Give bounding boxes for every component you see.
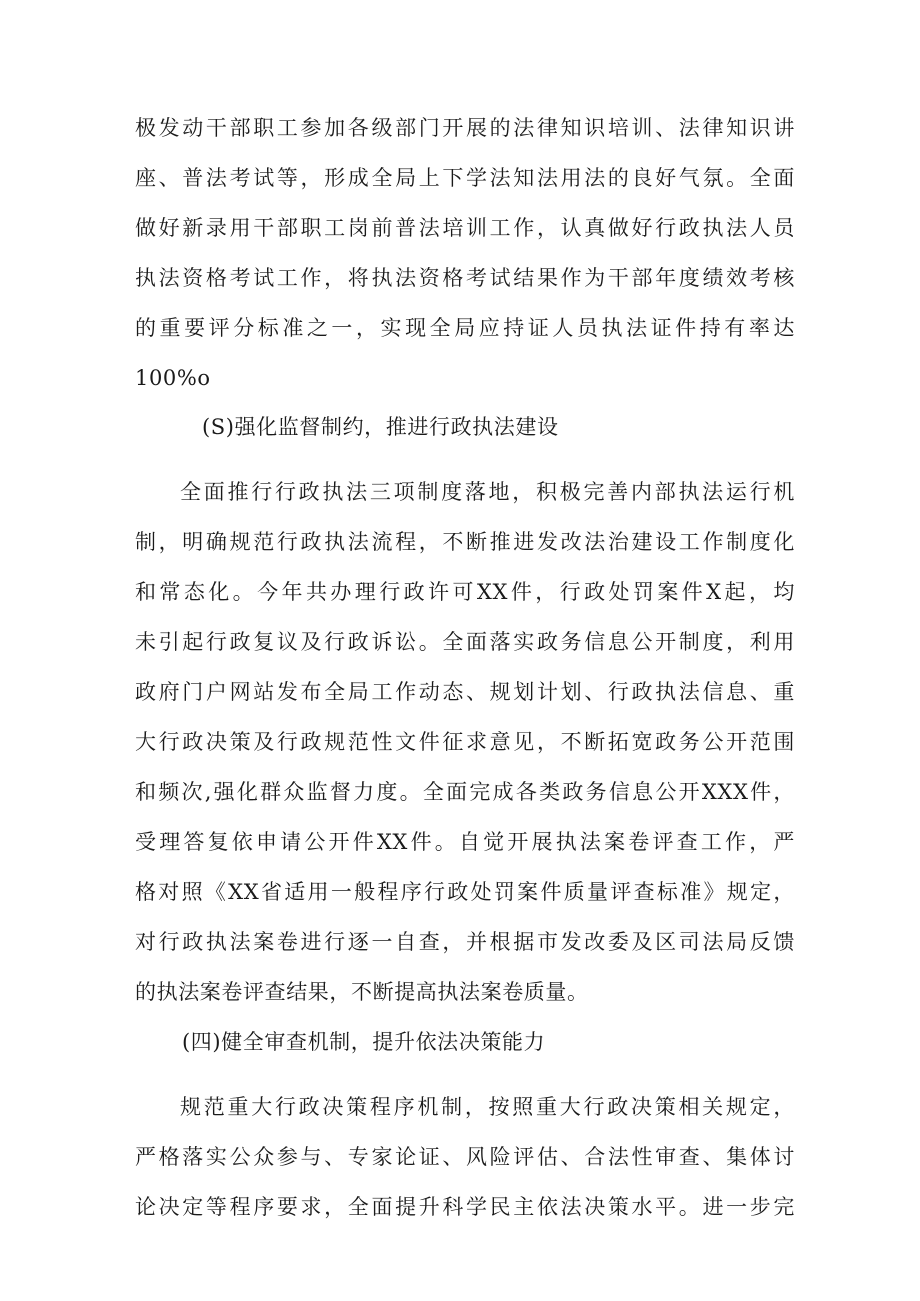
paragraph-line: 执法资格考试工作，将执法资格考试结果作为干部年度绩效考核 bbox=[135, 266, 795, 290]
paragraph-line: 制，明确规范行政执法流程，不断推进发改法治建设工作制度化 bbox=[135, 530, 795, 554]
paragraph-line: 100%o bbox=[135, 366, 211, 390]
paragraph-line: 的执法案卷评查结果，不断提高执法案卷质量。 bbox=[135, 980, 589, 1004]
paragraph-line: 大行政决策及行政规范性文件征求意见，不断拓宽政务公开范围 bbox=[135, 730, 795, 754]
paragraph-line: 格对照《XX省适用一般程序行政处罚案件质量评查标准》规定， bbox=[135, 880, 795, 904]
paragraph-line: 政府门户网站发布全局工作动态、规划计划、行政执法信息、重 bbox=[135, 680, 795, 704]
paragraph-line: 的重要评分标准之一，实现全局应持证人员执法证件持有率达 bbox=[135, 316, 795, 340]
paragraph-line: 全面推行行政执法三项制度落地，积极完善内部执法运行机 bbox=[180, 480, 795, 504]
paragraph-line: 规范重大行政决策程序机制，按照重大行政决策相关规定， bbox=[180, 1095, 795, 1119]
section-heading: (S)强化监督制约，推进行政执法建设 bbox=[202, 415, 559, 439]
paragraph-line: 座、普法考试等，形成全局上下学法知法用法的良好气氛。全面 bbox=[135, 166, 795, 190]
paragraph-line: 受理答复依申请公开件XX件。自觉开展执法案卷评查工作，严 bbox=[135, 830, 795, 854]
paragraph-line: 极发动干部职工参加各级部门开展的法律知识培训、法律知识讲 bbox=[135, 116, 795, 140]
paragraph-line: 对行政执法案卷进行逐一自查，并根据市发改委及区司法局反馈 bbox=[135, 930, 795, 954]
paragraph-line: 未引起行政复议及行政诉讼。全面落实政务信息公开制度，利用 bbox=[135, 630, 795, 654]
paragraph-line: 和频次,强化群众监督力度。全面完成各类政务信息公开XXX件， bbox=[135, 780, 795, 804]
paragraph-line: 和常态化。今年共办理行政许可XX件，行政处罚案件X起，均 bbox=[135, 580, 795, 604]
paragraph-line: 做好新录用干部职工岗前普法培训工作，认真做好行政执法人员 bbox=[135, 216, 795, 240]
paragraph-line: 严格落实公众参与、专家论证、风险评估、合法性审查、集体讨 bbox=[135, 1145, 795, 1169]
section-heading: (四)健全审查机制，提升依法决策能力 bbox=[182, 1030, 546, 1054]
paragraph-line: 论决定等程序要求，全面提升科学民主依法决策水平。进一步完 bbox=[135, 1195, 795, 1219]
